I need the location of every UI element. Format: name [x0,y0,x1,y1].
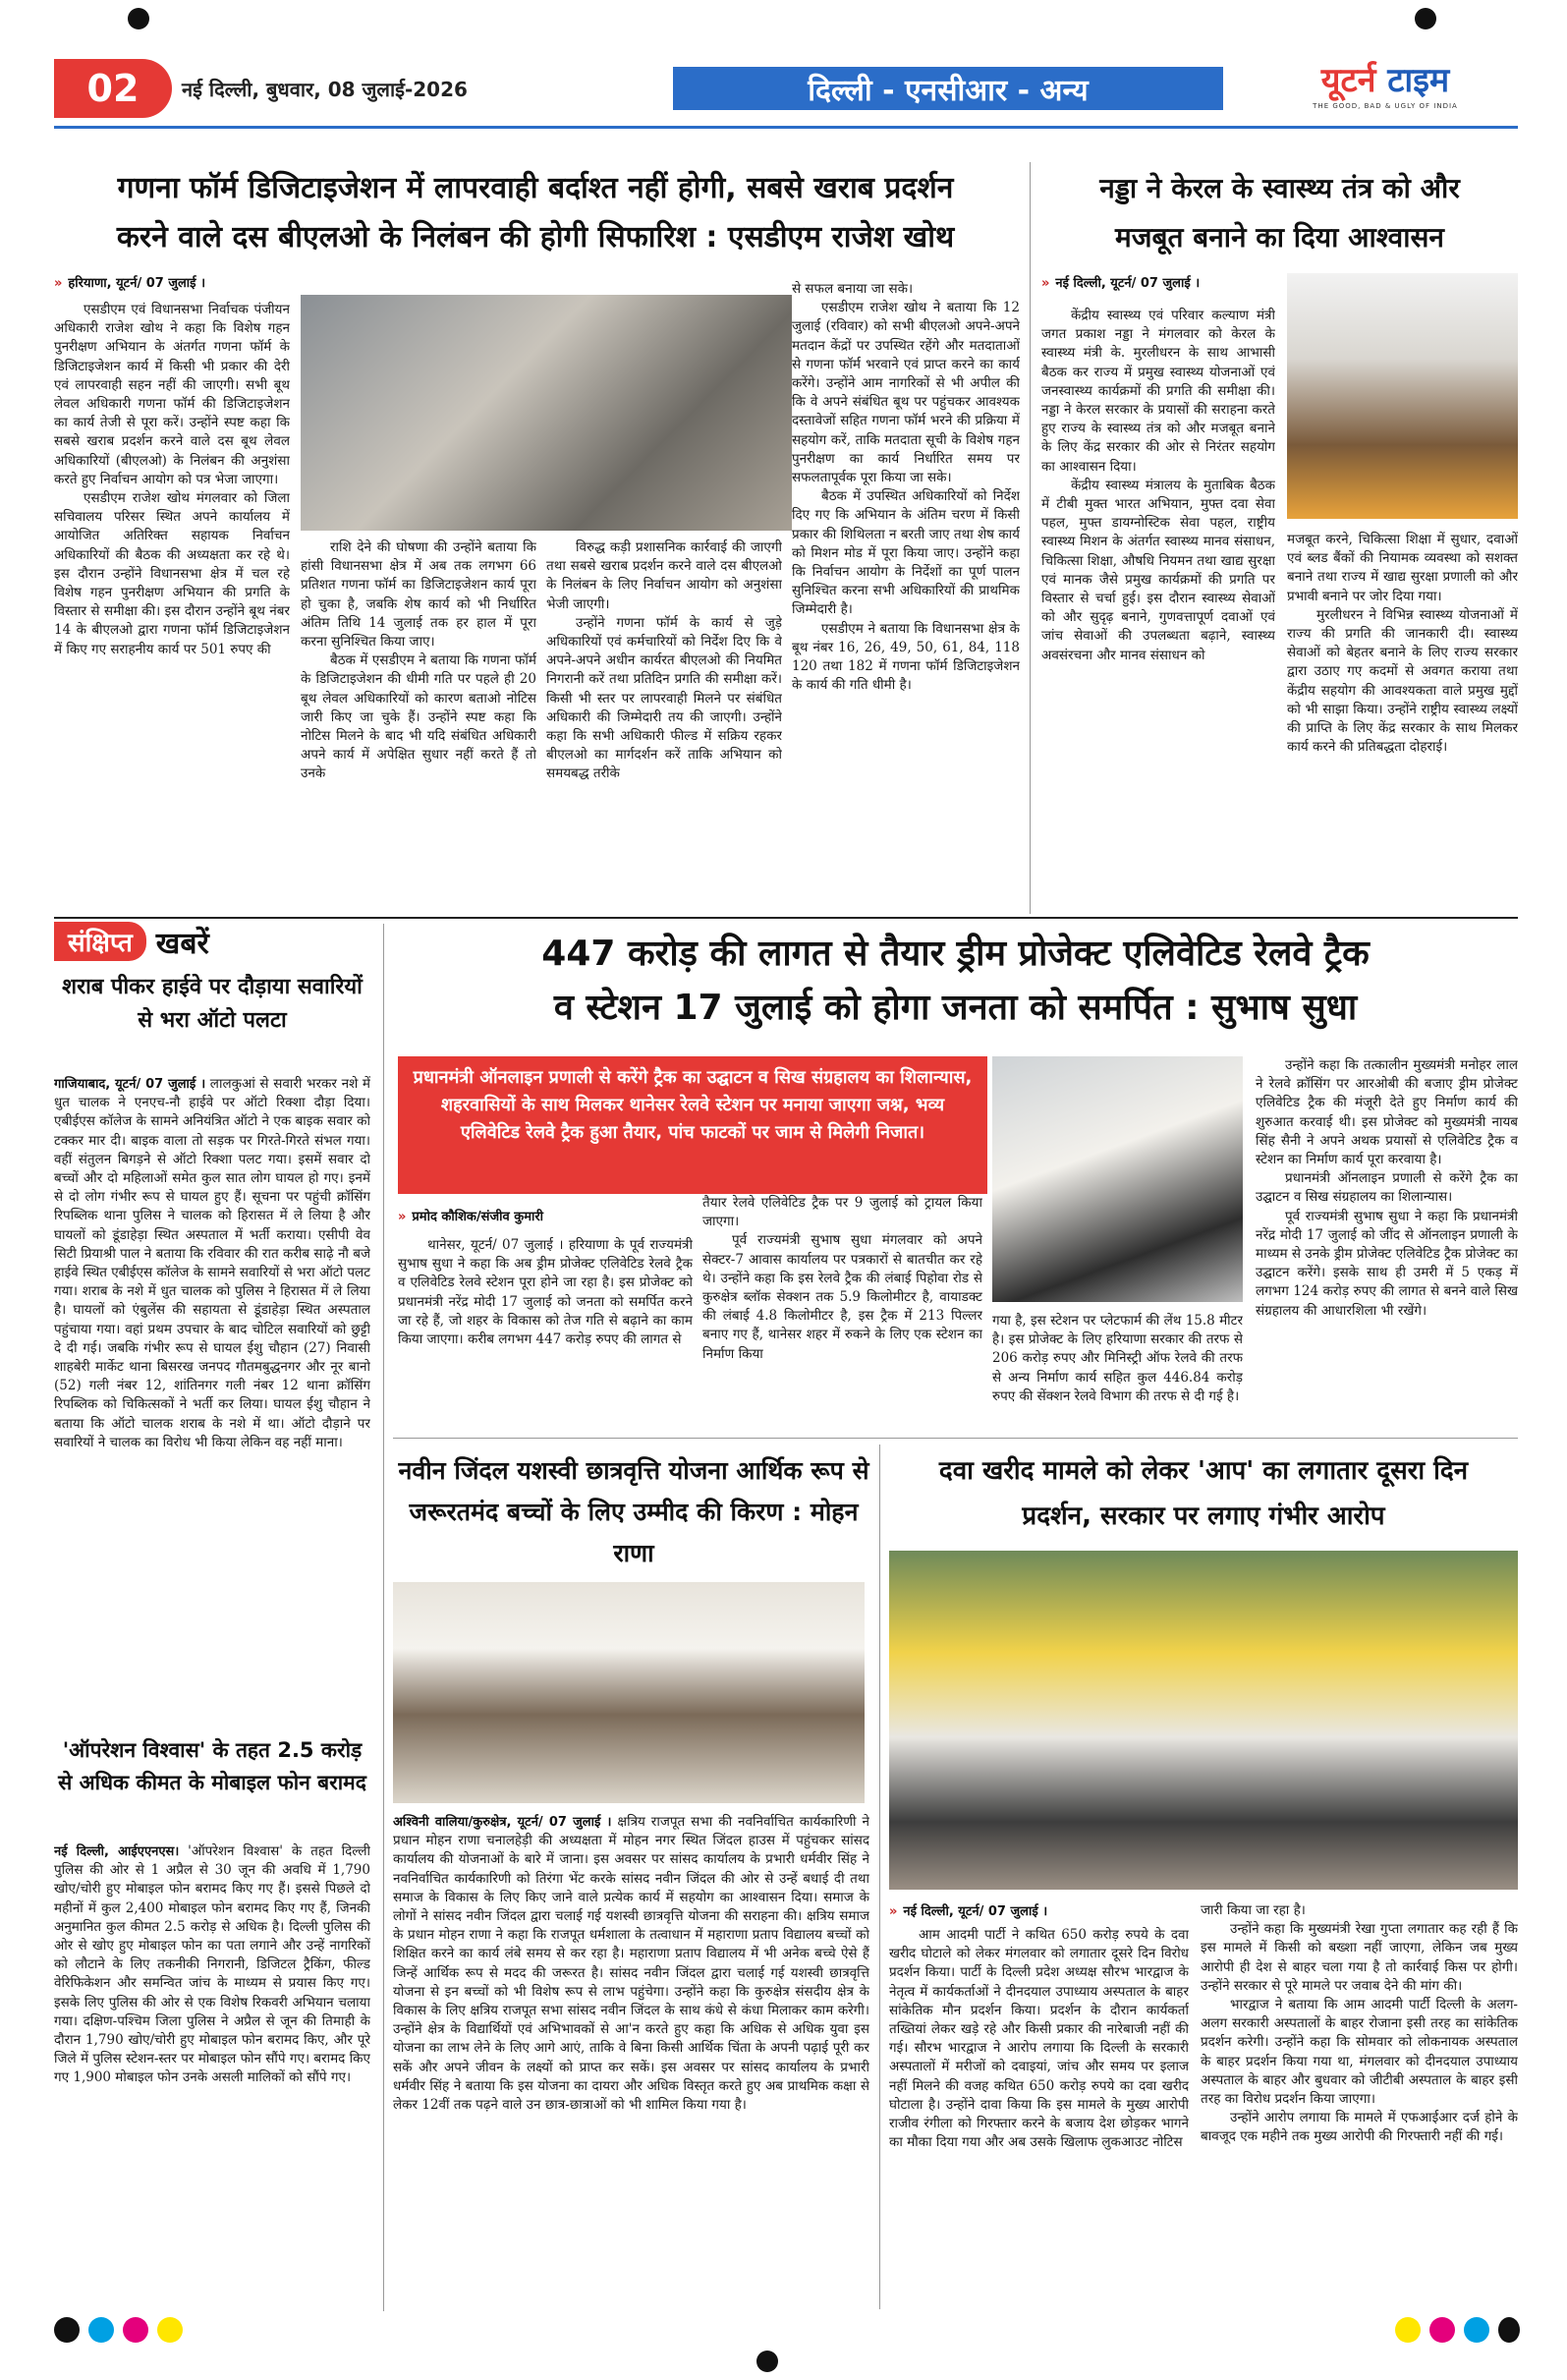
page-number: 02 [54,59,172,118]
color-swatch [123,2317,148,2343]
story1-para: एसडीएम राजेश खोथ ने बताया कि 12 जुलाई (रविवार) को सभी बीएलओ अपने-अपने मतदान केंद्रों पर उपस्थित रहेंगे और मतदाताओं से गणना फॉर्म भरवाने एवं प्राप्त करने का कार्य करेंगे। उन्होंने आम नागरिकों से भी अपील की कि वे अपने संबंधित बूथ पर पहुंचकर आवश्यक दस्तावेजों सहित गणना फॉर्म भरने की प्रक्रिया में सहयोग करें, ताकि मतदाता सूची के विशेष गहन पुनरीक्षण का कार्य निर्धारित समय पर सफलतापूर्वक पूरा किया जा सके। [792,300,1020,486]
registration-mark [1415,8,1436,29]
story1-column-1 [54,301,290,910]
color-swatch [88,2317,114,2343]
story3-column-3 [992,1312,1243,1433]
story3-deck: प्रधानमंत्री ऑनलाइन प्रणाली से करेंगे ट्रैक का उद्घाटन व सिख संग्रहालय का शिलान्यास, शहरवासियों के साथ मिलकर थानेसर रेलवे स्टेशन पर मनाया जाएगा जश्न, भव्य एलिवेटिड रेलवे ट्रैक हुआ तैयार, पांच फाटकों पर जाम से मिलेगी निजात। [398,1056,987,1194]
story2-para: केंद्रीय स्वास्थ्य मंत्रालय के मुताबिक बैठक में टीबी मुक्त भारत अभियान, मुफ्त दवा सेवा पहल, मुफ्त डायग्नोस्टिक सेवा पहल, राष्ट्रीय स्वास्थ्य मिशन के अंतर्गत स्वास्थ्य मानव संसाधन, चिकित्सा शिक्षा, औषधि नियमन तथा खाद्य सुरक्षा एवं मानक जैसे प्रमुख कार्यक्रमों की प्रगति पर विस्तार से चर्चा हुई। इस दौरान स्वास्थ्य सेवाओं को और सुदृढ़ बनाने, गुणवत्तापूर्ण दवाओं एवं जांच सेवाओं की उपलब्धता बढ़ाने, स्वास्थ्य अवसंरचना और मानव संसाधन को [1041,477,1275,663]
color-swatch [1395,2317,1421,2343]
story2-para: मुरलीधरन ने विभिन्न स्वास्थ्य योजनाओं में राज्य की प्रगति की जानकारी दी। स्वास्थ्य सेवाओं को बेहतर बनाने के लिए राज्य सरकार द्वारा उठाए गए कदमों से अवगत कराया तथा केंद्रीय सहयोग की आवश्यकता वाले प्रमुख मुद्दों को भी साझा किया। उन्होंने राष्ट्रीय स्वास्थ्य लक्ष्यों की प्राप्ति के लिए केंद्र सरकार के साथ मिलकर कार्य करने की प्रतिबद्धता दोहराई। [1287,606,1518,756]
story5-byline: » नई दिल्ली, यूटर्न/ 07 जुलाई । [889,1904,1048,1919]
story3-speaker-photo [992,1056,1243,1302]
color-swatch [157,2317,183,2343]
story2-minister-photo [1287,273,1518,519]
story2-byline: » नई दिल्ली, यूटर्न/ 07 जुलाई । [1041,276,1201,291]
story3-column-2 [702,1194,982,1433]
story1-headline-2: करने वाले दस बीएलओ के निलंबन की होगी सिफारिश : एसडीएम राजेश खोथ [116,220,955,255]
brief2-byline: नई दिल्ली, आईएएनएस। [54,1844,180,1859]
story2-byline-text: नई दिल्ली, यूटर्न/ 07 जुलाई । [1055,276,1201,291]
section-rule [54,917,1518,919]
story5-para: उन्होंने कहा कि मुख्यमंत्री रेखा गुप्ता लगातार कह रही हैं कि इस मामले में किसी को बख्शा नहीं जाएगा, लेकिन जब मुख्य आरोपी ही देश से बाहर चला गया है तो कार्रवाई किस पर होगी। उन्होंने सरकार से पूरे मामले पर जवाब देने की मांग की। [1201,1921,1518,1994]
story2-headline-1: नड्डा ने केरल के स्वास्थ्य तंत्र को और [1099,172,1460,204]
story1-para: बैठक में उपस्थित अधिकारियों को निर्देश दिए गए कि अभियान के अंतिम चरण में किसी प्रकार की शिथिलता न बरती जाए तथा शेष कार्य को मिशन मोड में पूरा किया जाए। उन्होंने कहा कि निर्वाचन आयोग के निर्देशों का पूर्ण पालन सुनिश्चित करना सभी अधिकारियों की प्राथमिक जिम्मेदारी है। [792,488,1020,618]
story1-para: एसडीएम ने बताया कि विधानसभा क्षेत्र के बूथ नंबर 16, 26, 49, 50, 61, 84, 118 120 तथा 182 में गणना फॉर्म डिजिटाइजेशन के कार्य की गति धीमी है। [792,620,1020,694]
brief1-text: लालकुआं से सवारी भरकर नशे में धुत चालक ने एनएच-नौ हाईवे पर ऑटो रिक्शा दौड़ा दिया। एबीईएस कॉलेज के सामने अनियंत्रित ऑटो ने एक बाइक सवार को टक्कर मार दी। बाइक वाला तो सड़क पर गिरते-गिरते संभल गया। वहीं संतुलन बिगड़ने से ऑटो रिक्शा पलट गया। इसमें सवार दो बच्चों और दो महिलाओं समेत कुल सात लोग घायल हो गए। इनमें से दो लोग गंभीर रूप से घायल हुए हैं। सूचना पर पहुंची क्रॉसिंग रिपब्लिक थाना पुलिस ने चालक को हिरासत में ले लिया है और घायलों को डूंडाहेड़ा स्थित अस्पताल में भर्ती कराया। एसीपी वेव सिटी प्रियाश्री पाल ने बताया कि रविवार की रात करीब साढ़े नौ बजे हाईवे स्थित एबीईएस कॉलेज के सामने सवारियों से भरा ऑटो पलट गया। शराब के नशे में धुत चालक को पुलिस ने हिरासत में ले लिया है। घायलों को एंबुलेंस की सहायता से डूंडाहेड़ा स्थित अस्पताल पहुंचाया गया। वहां प्रथम उपचार के बाद चोटिल सवारियों को छुट्टी दे दी गई। जबकि गंभीर रूप से घायल ईशु चौहान (27) निवासी शाहबेरी मार्केट थाना बिसरख जनपद गौतमबुद्धनगर और नूर बानो (52) गली नंबर 12, शांतिनगर गली नंबर 12 थाना क्रॉसिंग रिपब्लिक को चिकित्सकों ने भर्ती कर लिया। घायल ईशु चौहान ने बताया कि ऑटो चालक शराब के नशे में था। ऑटो दौड़ाने पर सवारियों ने चालक का विरोध भी किया लेकिन वह नहीं माना। [54,1076,370,1450]
column-divider [879,1445,880,2309]
story1-para: एसडीएम राजेश खोथ मंगलवार को जिला सचिवालय परिसर स्थित अपने कार्यालय में आयोजित अतिरिक्त सहायक निर्वाचन अधिकारियों की बैठक की अध्यक्षता कर रहे थे। इस दौरान उन्होंने विधानसभा क्षेत्र में चल रहे विशेष गहन पुनरीक्षण अभियान की प्रगति के विस्तार से समीक्षा की। इस दौरान उन्होंने बूथ नंबर 14 के बीएलओ द्वारा गणना फॉर्म डिजिटाइजेशन में किए गए सराहनीय कार्य पर 501 रुपए की [54,490,290,657]
column-divider [383,924,384,2311]
story5-column-1 [889,1926,1189,2309]
story3-byline: » प्रमोद कौशिक/संजीव कुमारी [398,1210,544,1224]
story3-para: उन्होंने कहा कि तत्कालीन मुख्यमंत्री मनोहर लाल ने रेलवे क्रॉसिंग पर आरओबी की बजाए ड्रीम प्रोजेक्ट एलिवेटिड ट्रैक की मंजूरी देते हुए निर्माण कार्य की शुरुआत करवाई थी। इस प्रोजेक्ट को मुख्यमंत्री नायब सिंह सैनी ने अपने अथक प्रयासों से एलिवेटिड ट्रैक व स्टेशन का निर्माण कार्य पूरा करवाया है। [1256,1057,1518,1168]
newspaper-logo [1253,59,1518,118]
story3-headline-1: 447 करोड़ की लागत से तैयार ड्रीम प्रोजेक्ट एलिवेटिड रेलवे ट्रैक [541,934,1370,974]
registration-mark [128,8,149,29]
brief2-body [54,1842,370,2309]
briefs-banner [54,922,370,961]
color-swatch [54,2317,80,2343]
story2-para: केंद्रीय स्वास्थ्य एवं परिवार कल्याण मंत्री जगत प्रकाश नड्डा ने मंगलवार को केरल के स्वास्थ्य मंत्री के. मुरलीधरन के साथ आभासी बैठक कर राज्य में प्रमुख स्वास्थ्य योजनाओं एवं जनस्वास्थ्य कार्यक्रमों की प्रगति की समीक्षा की। नड्डा ने केरल सरकार के प्रयासों की सराहना करते हुए राज्य के स्वास्थ्य तंत्र को और मजबूत बनाने के लिए केंद्र सरकार की ओर से निरंतर सहयोग का आश्वासन दिया। [1041,308,1275,475]
story1-para: से सफल बनाया जा सके। [792,281,914,297]
story3-para: तैयार रेलवे एलिवेटिड ट्रैक पर 9 जुलाई को ट्रायल किया जाएगा। [702,1195,982,1230]
story3-column-1 [398,1236,693,1433]
story1-para: बैठक में एसडीएम ने बताया कि गणना फॉर्म के डिजिटाइजेशन की धीमी गति पर पहले ही 20 बूथ लेवल अधिकारियों को कारण बताओ नोटिस जारी किए जा चुके हैं। उन्होंने स्पष्ट कहा कि नोटिस मिलने के बाद भी यदि संबंधित अधिकारी अपने कार्य में अपेक्षित सुधार नहीं करते हैं तो उनके [301,652,536,782]
logo-word-2: टाइम [1387,61,1450,100]
masthead [54,59,1518,118]
story4-body [393,1813,869,2309]
story3-para: थानेसर, यूटर्न/ 07 जुलाई । हरियाणा के पूर्व राज्यमंत्री सुभाष सुधा ने कहा कि अब ड्रीम प्रोजेक्ट एलिवेटिड रेलवे ट्रैक व एलिवेटिड रेलवे स्टेशन पूरा होने जा रहा है। इस प्रोजेक्ट को प्रधानमंत्री नरेंद्र मोदी 17 जुलाई को जनता को समर्पित करने जा रहे हैं, जो शहर के विकास को तेज गति से बढ़ाने का काम किया जाएगा। करीब लगभग 447 करोड़ रुपए की लागत से [398,1237,693,1348]
logo-tagline: THE GOOD, BAD & UGLY OF INDIA [1313,102,1458,110]
story5-byline-text: नई दिल्ली, यूटर्न/ 07 जुलाई । [903,1904,1048,1919]
story4-text: क्षत्रिय राजपूत सभा की नवनिर्वाचित कार्यकारिणी ने प्रधान मोहन राणा चनालहेड़ी की अध्यक्षता में मोहन नगर स्थित जिंदल हाउस में पहुंचकर सांसद कार्यालय की योजनाओं के बारे में जाना। इस अवसर पर सांसद कार्यालय के प्रभारी धर्मवीर सिंह ने नवनिर्वाचित कार्यकारिणी को तिरंगा भेंट करके सांसद नवीन जिंदल की ओर से उन्हें बधाई दी तथा समाज के विकास के लिए किए जाने वाले प्रत्येक कार्य में सहयोग का आश्वासन दिया। समाज के लोगों ने सांसद नवीन जिंदल द्वारा चलाई गई यशस्वी छात्रवृत्ति योजना की सराहना की। क्षत्रिय समाज के प्रधान मोहन राणा ने कहा कि राजपूत धर्मशाला के तत्वाधान में महाराणा प्रताप विद्यालय बच्चों को शिक्षित करने का कार्य लंबे समय से कर रहा है। महाराणा प्रताप विद्यालय में भी अनेक बच्चे ऐसे हैं जिन्हें आर्थिक रूप से मदद की जरूरत है। सांसद नवीन जिंदल द्वारा चलाई गई यशस्वी छात्रवृत्ति योजना से इन बच्चों को भी विशेष रूप से लाभ पहुंचेगा। उन्होंने कहा कि कुरुक्षेत्र संसदीय क्षेत्र के विकास के लिए क्षत्रिय राजपूत सभा सांसद नवीन जिंदल के साथ कंधे से कंधा मिलाकर काम करेगी। उन्होंने क्षेत्र के विद्यार्थियों एवं अभिभावकों से आ'न करते हुए कहा कि अधिक से अधिक युवा इस योजना का लाभ लेने के लिए आगे आएं, ताकि वे बिना किसी आर्थिक चिंता के अपनी पढ़ाई पूरी कर सकें और अपने जीवन के लक्ष्यों को प्राप्त कर सकें। इस अवसर पर सांसद कार्यालय के प्रभारी धर्मवीर सिंह ने बताया कि इस योजना का दायरा और अधिक विस्तृत करते हुए अब प्राथमिक कक्षा से लेकर 12वीं तक पढ़ने वाले उन छात्र-छात्राओं को भी शामिल किया गया है। [393,1814,869,2114]
brief2-headline: 'ऑपरेशन विश्वास' के तहत 2.5 करोड़ से अधिक कीमत के मोबाइल फोन बरामद [58,1738,366,1794]
story4-byline: अश्विनी वालिया/कुरुक्षेत्र, यूटर्न/ 07 जुलाई । [393,1815,612,1830]
column-divider [1030,162,1031,914]
story1-column-4 [792,280,1020,912]
story5-para: उन्होंने आरोप लगाया कि मामले में एफआईआर दर्ज होने के बावजूद एक महीने तक मुख्य आरोपी की गिरफ्तारी नहीं की गई। [1201,2110,1518,2145]
registration-mark [756,2351,778,2372]
story2-headline-2: मजबूत बनाने का दिया आश्वासन [1115,221,1444,254]
story4-headline: नवीन जिंदल यशस्वी छात्रवृत्ति योजना आर्थिक रूप से जरूरतमंद बच्चों के लिए उम्मीद की किरण : मोहन राणा [398,1456,869,1567]
story1-column-3 [546,538,782,912]
brief1-byline: गाजियाबाद, यूटर्न/ 07 जुलाई । [54,1077,206,1092]
logo-word-1: यूटर्न [1320,61,1376,100]
brief2-text: 'ऑपरेशन विश्वास' के तहत दिल्ली पुलिस की ओर से 1 अप्रैल से 30 जून की अवधि में 1,790 खोए/चोरी हुए मोबाइल फोन बरामद किए गए हैं। इससे पिछले दो महीनों में कुल 2,400 मोबाइल फोन बरामद किए गए हैं, जिनकी अनुमानित कुल कीमत 2.5 करोड़ से अधिक है। दिल्ली पुलिस की ओर से खोए हुए मोबाइल फोन का पता लगाने और उन्हें नागरिकों को लौटाने के लिए तकनीकी निगरानी, डिजिटल ट्रैकिंग, फील्ड वेरिफिकेशन और समन्वित जांच के माध्यम से प्रयास किए गए। इसके लिए पुलिस की ओर से एक विशेष रिकवरी अभियान चलाया गया। दक्षिण-पश्चिम जिला पुलिस ने अप्रैल से जून की तिमाही के दौरान 1,790 खोए/चोरी हुए मोबाइल फोन बरामद किए, और पूरे जिले में पुलिस स्टेशन-स्तर पर मोबाइल फोन सौंपे गए। बरामद किए गए 1,900 मोबाइल फोन उनके असली मालिकों को सौंपे गए। [54,1843,370,2086]
color-swatch [1429,2317,1455,2343]
story5-para: भारद्वाज ने बताया कि आम आदमी पार्टी दिल्ली के अलग-अलग सरकारी अस्पतालों के बाहर रोजाना इसी तरह का सांकेतिक प्रदर्शन करेगी। उन्होंने कहा कि सोमवार को लोकनायक अस्पताल के बाहर प्रदर्शन किया गया था, मंगलवार को दीनदयाल उपाध्याय अस्पताल के बाहर और बुधवार को जीटीबी अस्पताल के बाहर इसी तरह का विरोध प्रदर्शन किया जाएगा। [1201,1997,1518,2108]
dateline: नई दिल्ली, बुधवार, 08 जुलाई-2026 [182,77,468,101]
brief1-headline: शराब पीकर हाईवे पर दौड़ाया सवारियों से भरा ऑटो पलटा [62,975,363,1033]
story3-para: गया है, इस स्टेशन पर प्लेटफार्म की लेंथ 15.8 मीटर है। इस प्रोजेक्ट के लिए हरियाणा सरकार की तरफ से 206 करोड़ रुपए और मिनिस्ट्री ऑफ रेलवे की तरफ से अन्य निर्माण कार्य सहित कुल 446.84 करोड़ रुपए की सेंक्शन रेलवे विभाग की तरफ से दी गई है। [992,1313,1243,1404]
story1-para: राशि देने की घोषणा की उन्होंने बताया कि हांसी विधानसभा क्षेत्र में अब तक लगभग 66 प्रतिशत गणना फॉर्म का डिजिटाइजेशन कार्य पूरा हो चुका है, जबकि शेष कार्य को भी निर्धारित अंतिम तिथि 14 जुलाई तक हर हाल में पूरा करना सुनिश्चित किया जाए। [301,539,536,651]
story1-meeting-photo [301,295,792,531]
briefs-banner-red: संक्षिप्त [54,922,146,961]
story5-para: जारी किया जा रहा है। [1201,1902,1306,1918]
story1-byline: » हरियाणा, यूटर्न/ 07 जुलाई । [54,276,205,291]
story3-headline-2: व स्टेशन 17 जुलाई को होगा जनता को समर्पित : सुभाष सुधा [553,988,1358,1028]
story3-para: पूर्व राज्यमंत्री सुभाष सुधा मंगलवार को अपने सेक्टर-7 आवास कार्यालय पर पत्रकारों से बातचीत कर रहे थे। उन्होंने कहा कि इस रेलवे ट्रैक की लंबाई पिहोवा रोड से कुरुक्षेत्र ब्लॉक सेक्शन तक 5.9 किलोमीटर है, वायाडक्ट की लंबाई 4.8 किलोमीटर है, इस ट्रैक में 213 पिल्लर बनाए गए हैं, थानेसर शहर में रुकने के लिए एक स्टेशन का निर्माण किया [702,1232,982,1362]
section-rule [393,1438,1518,1439]
story1-para: विरुद्ध कड़ी प्रशासनिक कार्रवाई की जाएगी तथा सबसे खराब प्रदर्शन करने वाले दस बीएलओ के निलंबन के लिए निर्वाचन आयोग को अनुशंसा भेजी जाएगी। [546,539,782,612]
story1-column-2 [301,538,536,912]
story5-para: आम आदमी पार्टी ने कथित 650 करोड़ रुपये के दवा खरीद घोटाले को लेकर मंगलवार को लगातार दूसरे दिन विरोध प्रदर्शन किया। पार्टी के दिल्ली प्रदेश अध्यक्ष सौरभ भारद्वाज के नेतृत्व में कार्यकर्ताओं ने दीनदयाल उपाध्याय अस्पताल के बाहर सांकेतिक मौन प्रदर्शन किया। प्रदर्शन के दौरान कार्यकर्ता तख्तियां लेकर खड़े रहे और किसी प्रकार की नारेबाजी नहीं की गई। सौरभ भारद्वाज ने आरोप लगाया कि दिल्ली के सरकारी अस्पतालों में मरीजों को दवाइयां, जांच और समय पर इलाज नहीं मिलने की वजह कथित 650 करोड़ रुपये का दवा खरीद घोटाला है। उन्होंने दावा किया कि इस मामले के मुख्य आरोपी राजीव रंगीला को गिरफ्तार करने के बजाय देश छोड़कर भागने का मौका दिया गया और अब उसके खिलाफ लुकआउट नोटिस [889,1927,1189,2151]
story5-protest-photo [889,1551,1518,1890]
story2-column-1 [1041,307,1275,912]
story3-column-4 [1256,1056,1518,1433]
story1-byline-text: हरियाणा, यूटर्न/ 07 जुलाई । [68,276,205,291]
story1-para: एसडीएम एवं विधानसभा निर्वाचक पंजीयन अधिकारी राजेश खोथ ने कहा कि विशेष गहन पुनरीक्षण अभियान के अंतर्गत गणना फॉर्म के डिजिटाइजेशन कार्य में किसी भी प्रकार की देरी एवं लापरवाही सहन नहीं की जाएगी। सभी बूथ लेवल अधिकारी गणना फॉर्म की डिजिटाइजेशन का कार्य तेजी से पूरा करें। उन्होंने स्पष्ट कहा कि सबसे खराब प्रदर्शन करने वाले दस बूथ लेवल अधिकारियों (बीएलओ) के निलंबन की अनुशंसा करते हुए निर्वाचन आयोग को पत्र भेजा जाएगा। [54,302,290,487]
story3-para: पूर्व राज्यमंत्री सुभाष सुधा ने कहा कि प्रधानमंत्री नरेंद्र मोदी 17 जुलाई को जींद से ऑनलाइन प्रणाली के माध्यम से उनके ड्रीम प्रोजेक्ट एलिवेटिड ट्रैक प्रोजेक्ट का उद्घाटन करेंगे। इसके साथ ही उमरी में 5 एकड़ में लगभग 124 करोड़ रुपए की लागत से बनने वाले सिख संग्रहालय की आधारशिला भी रखेंगे। [1256,1208,1518,1319]
story2-column-2 [1287,531,1518,912]
story1-para: उन्होंने गणना फॉर्म के कार्य से जुड़े अधिकारियों एवं कर्मचारियों को निर्देश दिए कि वे अपने-अपने अधीन कार्यरत बीएलओ की नियमित निगरानी करें तथा प्रतिदिन प्रगति की समीक्षा करें। किसी भी स्तर पर लापरवाही मिलने पर संबंधित अधिकारी की जिम्मेदारी तय की जाएगी। उन्होंने कहा कि सभी अधिकारी फील्ड में सक्रिय रहकर बीएलओ का मार्गदर्शन करें ताकि अभियान को समयबद्ध तरीके [546,614,782,782]
color-swatch [1498,2317,1520,2343]
story5-column-2 [1201,1901,1518,2309]
color-swatch [1464,2317,1489,2343]
story4-group-photo [393,1582,865,1803]
masthead-rule [54,126,1518,129]
briefs-banner-black: खबरें [155,926,209,961]
section-label: दिल्ली - एनसीआर - अन्य [673,67,1223,110]
story3-byline-text: प्रमोद कौशिक/संजीव कुमारी [412,1210,544,1224]
story1-headline-1: गणना फॉर्म डिजिटाइजेशन में लापरवाही बर्दाश्त नहीं होगी, सबसे खराब प्रदर्शन [117,171,954,205]
brief1-body [54,1075,370,1724]
story5-headline-2: प्रदर्शन, सरकार पर लगाए गंभीर आरोप [1022,1502,1385,1531]
story3-para: प्रधानमंत्री ऑनलाइन प्रणाली से करेंगे ट्रैक का उद्घाटन व सिख संग्रहालय का शिलान्यास। [1256,1170,1518,1206]
story2-para: मजबूत करने, चिकित्सा शिक्षा में सुधार, दवाओं एवं ब्लड बैंकों की नियामक व्यवस्था को सशक्त बनाने तथा राज्य में खाद्य सुरक्षा प्रणाली को और प्रभावी बनाने पर जोर दिया गया। [1287,532,1518,604]
story5-headline-1: दवा खरीद मामले को लेकर 'आप' का लगातार दूसरा दिन [938,1456,1469,1486]
